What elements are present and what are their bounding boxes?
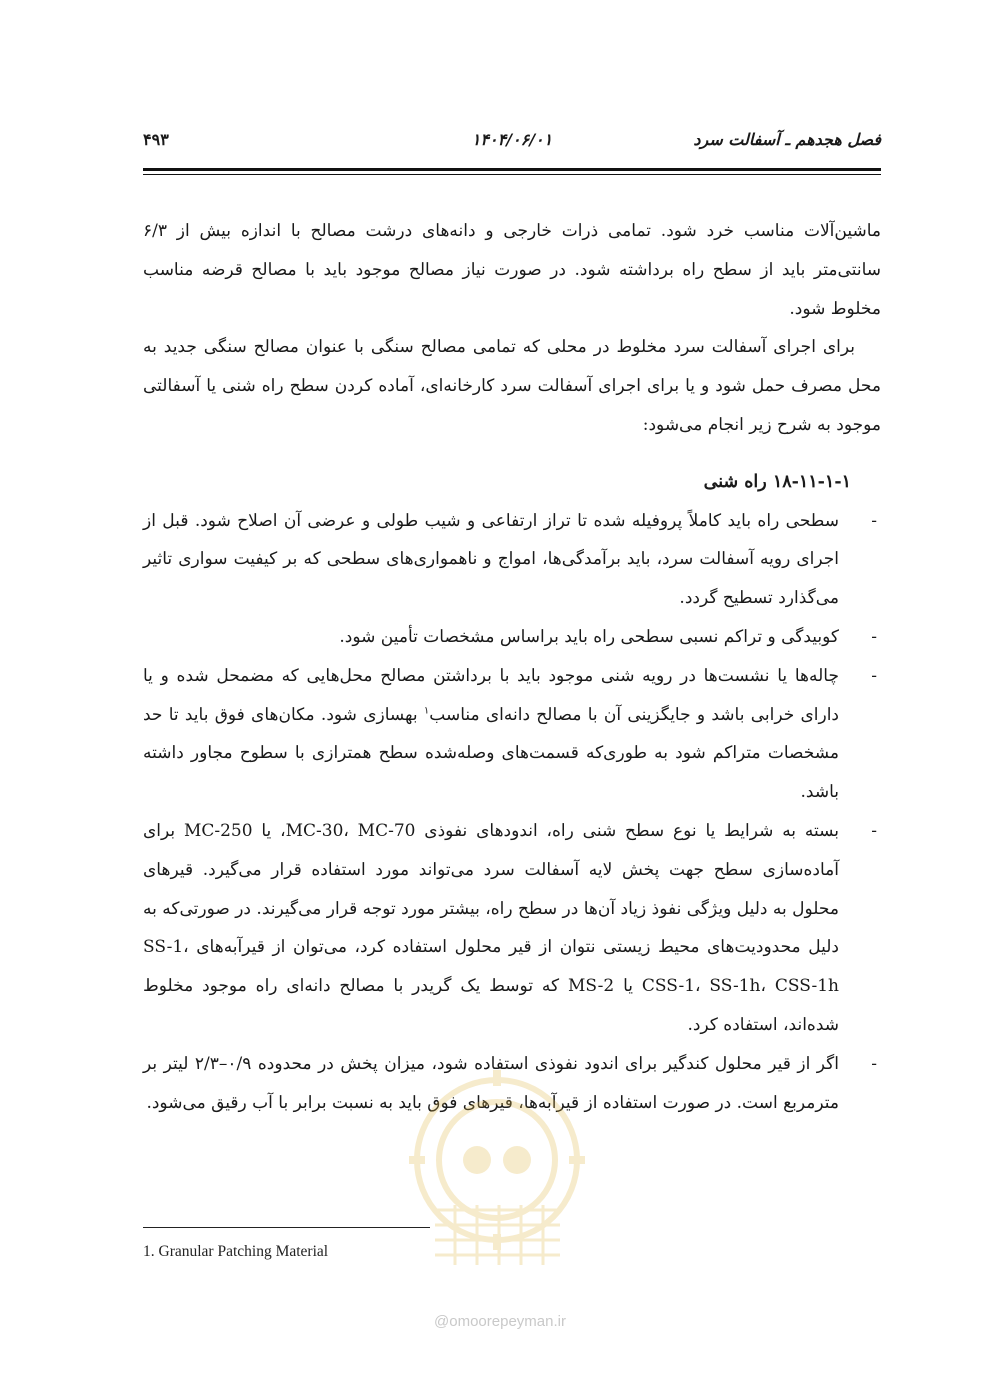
list-item-text: اگر از قیر محلول کندگیر برای اندود نفوذی استفاده شود، میزان پخش در محدوده ۰/۹–۲/۳ لیتر بر مترمربع است. در صورت استفاده از قیرآبه‌ها، قیرهای فوق باید به نسبت برابر با آب رقیق می‌شود.: [143, 1053, 839, 1113]
chapter-title: فصل هجدهم ـ آسفالت سرد: [693, 130, 881, 149]
header-rule-thin: [143, 174, 881, 175]
intro-paragraph-1: ماشین‌آلات مناسب خرد شود. تمامی ذرات خارجی و دانه‌های درشت مصالح با اندازه بیش از ۶/۳ سانتی‌متر باید از سطح راه برداشته شود. در صورت نیاز مصالح موجود باید با مصالح قرضه مناسب مخلوط شود.: [143, 221, 881, 319]
header-date: ۱۴۰۴/۰۶/۰۱: [471, 130, 553, 149]
header-rule-thick: [143, 168, 881, 171]
intro-paragraph-2: برای اجرای آسفالت سرد مخلوط در محلی که تمامی مصالح سنگی با عنوان مصالح سنگی جدید به محل مصرف حمل شود و یا برای اجرای آسفالت سرد کارخانه‌ای، آماده کردن سطح راه شنی یا آسفالتی موجود به شرح زیر انجام می‌شود:: [143, 337, 881, 435]
footnote-separator: [143, 1227, 430, 1228]
list-item: [143, 618, 881, 657]
bullet-dash: -: [871, 626, 877, 647]
footnote-reference[interactable]: ۱: [423, 704, 430, 716]
bullet-dash: -: [871, 510, 877, 531]
bullet-dash: -: [871, 665, 877, 686]
page-body: [143, 212, 881, 1122]
requirements-list: [143, 502, 881, 1123]
list-item-text: بسته به شرایط یا نوع سطح شنی راه، اندودهای نفوذی MC-30، MC-70، یا MC-250 برای آماده‌سازی سطح جهت پخش لایه آسفالت سرد می‌تواند مورد استفاده قرار می‌گیرد. قیرهای محلول به دلیل ویژگی نفوذ زیاد آن‌ها در سطح راه، بیشتر مورد توجه قرار می‌گیرند. در صورتی‌که به دلیل محدودیت‌های محیط زیستی نتوان از قیر محلول استفاده کرد، می‌توان از قیرآبه‌های SS-1، CSS-1، SS-1h، CSS-1h یا MS-2 که توسط یک گریدر با مصالح دانه‌ای راه موجود مخلوط شده‌اند، استفاده کرد.: [143, 820, 839, 1035]
list-item-text: کوبیدگی و تراکم نسبی سطحی راه باید براساس مشخصات تأمین شود.: [339, 626, 839, 647]
section-heading: ۱۸-۱۱-۱-۱ راه شنی: [703, 471, 851, 492]
list-item: [143, 657, 881, 812]
running-header: [143, 126, 881, 156]
list-item: [143, 812, 881, 1045]
list-item: [143, 1045, 881, 1123]
list-item: [143, 502, 881, 618]
page-number: ۴۹۳: [143, 130, 169, 149]
list-item-text: سطحی راه باید کاملاً پروفیله شده تا تراز ارتفاعی و شیب طولی و عرضی آن اصلاح شود. قبل از اجرای رویه آسفالت سرد، باید برآمدگی‌ها، امواج و ناهمواری‌های سطحی که بر کیفیت سواری تاثیر می‌گذارد تسطیح گردد.: [143, 510, 839, 609]
footnote: 1. Granular Patching Material: [143, 1243, 329, 1260]
list-item-text-cont: بهسازی شود. مکان‌های فوق باید تا حد مشخصات متراکم شود به طوری‌که قسمت‌های وصله‌شده سطح همترازی با سطوح مجاور داشته باشد.: [143, 704, 839, 803]
list-item-text: چاله‌ها یا نشست‌ها در رویه شنی موجود باید با برداشتن مصالح محل‌هایی که مضمحل شده و یا دارای خرابی باشد و جایگزینی آن با مصالح دانه‌ای مناسب: [143, 665, 839, 725]
watermark-site: @omoorepeyman.ir: [434, 1313, 566, 1330]
bullet-dash: -: [871, 820, 877, 841]
bullet-dash: -: [871, 1053, 877, 1074]
